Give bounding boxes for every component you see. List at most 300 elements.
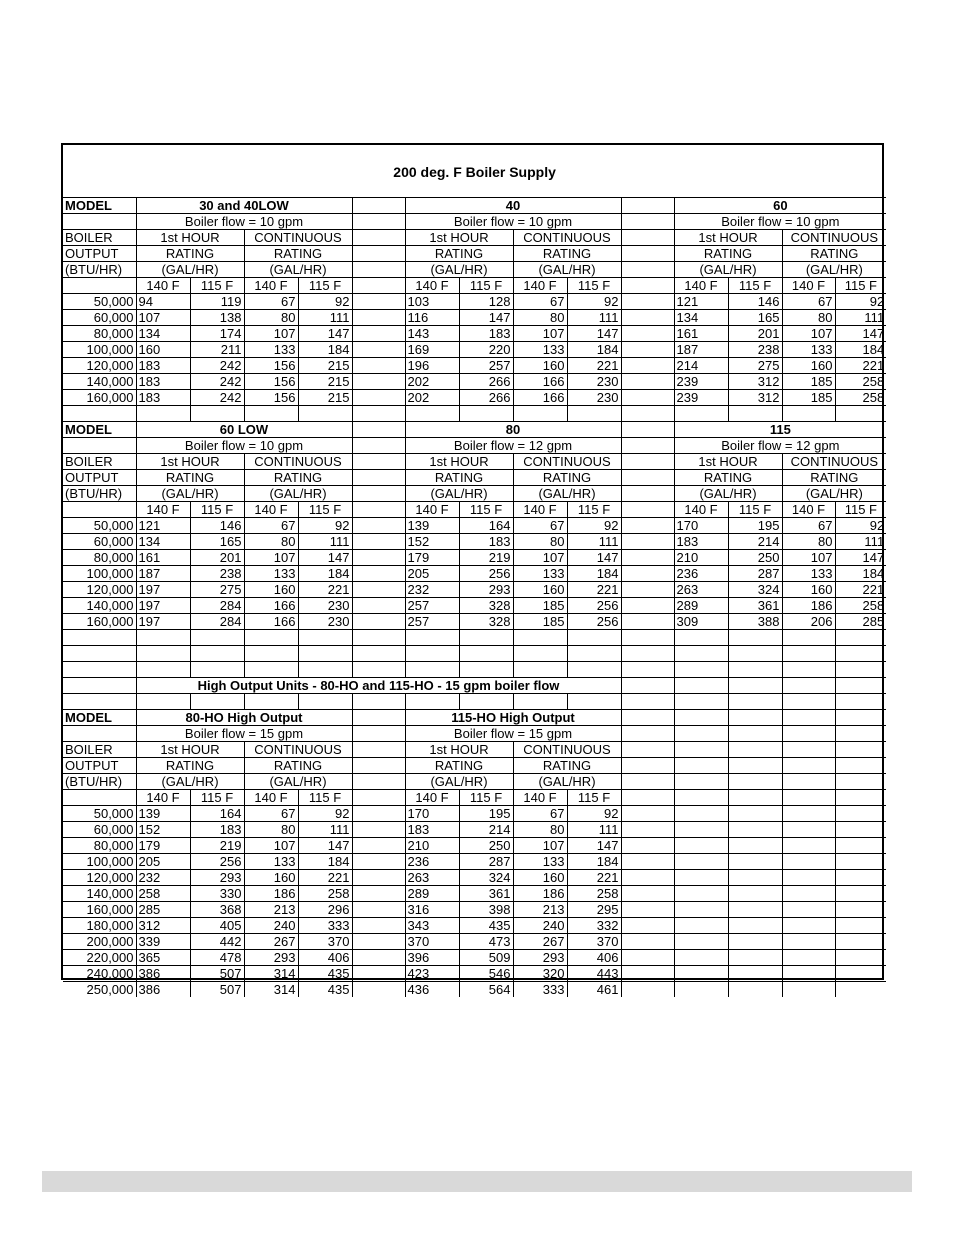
empty-cell	[63, 406, 136, 422]
rating-value: 267	[513, 934, 567, 950]
empty-cell	[728, 662, 782, 678]
spacer-cell	[352, 486, 405, 502]
rating-value: 160	[244, 870, 298, 886]
galhr-header: (GAL/HR)	[136, 262, 244, 278]
rating-header: RATING	[513, 246, 621, 262]
rating-value: 107	[244, 326, 298, 342]
model-name: 30 and 40LOW	[136, 198, 352, 214]
empty-cell	[63, 790, 136, 806]
rating-value: 242	[190, 390, 244, 406]
rating-value: 134	[674, 310, 728, 326]
data-row	[63, 390, 886, 406]
spacer-cell	[621, 390, 674, 406]
empty-cell	[782, 870, 835, 886]
empty-cell	[298, 694, 352, 710]
rating-value: 266	[459, 390, 513, 406]
empty-cell	[674, 710, 728, 726]
spacer-cell	[352, 550, 405, 566]
rating-value: 202	[405, 390, 459, 406]
rating-value: 210	[674, 550, 728, 566]
rating-value: 221	[835, 582, 886, 598]
empty-cell	[244, 662, 298, 678]
spacer-cell	[352, 390, 405, 406]
temp-115-header: 115 F	[190, 790, 244, 806]
rating-value: 185	[513, 598, 567, 614]
galhr-header: (GAL/HR)	[513, 774, 621, 790]
rating-value: 258	[835, 374, 886, 390]
rating-value: 111	[298, 822, 352, 838]
temp-115-header: 115 F	[835, 278, 886, 294]
temp-140-header: 140 F	[513, 790, 567, 806]
empty-cell	[835, 406, 886, 422]
rating-value: 320	[513, 966, 567, 982]
empty-cell	[621, 406, 674, 422]
rating-value: 443	[567, 966, 621, 982]
spacer-cell	[621, 902, 674, 918]
rating-value: 368	[190, 902, 244, 918]
rating-value: 183	[136, 390, 190, 406]
rating-value: 183	[136, 358, 190, 374]
btu-value: 160,000	[63, 902, 136, 918]
rating-value: 215	[298, 358, 352, 374]
continuous-header: CONTINUOUS	[244, 742, 352, 758]
model-name: 60 LOW	[136, 422, 352, 438]
empty-cell	[835, 662, 886, 678]
rating-value: 147	[298, 550, 352, 566]
spacer-cell	[352, 294, 405, 310]
galhr-header: (GAL/HR)	[513, 262, 621, 278]
rating-value: 166	[513, 390, 567, 406]
empty-cell	[782, 950, 835, 966]
btu-value: 80,000	[63, 326, 136, 342]
temp-140-header: 140 F	[244, 502, 298, 518]
rating-value: 147	[459, 310, 513, 326]
empty-cell	[674, 758, 728, 774]
spacer-cell	[621, 262, 674, 278]
banner-row	[63, 678, 886, 694]
rating-value: 107	[782, 550, 835, 566]
temp-115-header: 115 F	[298, 790, 352, 806]
rating-value: 239	[674, 374, 728, 390]
spacer-cell	[621, 566, 674, 582]
rating-value: 147	[835, 550, 886, 566]
rating-value: 221	[298, 582, 352, 598]
empty-cell	[782, 838, 835, 854]
rating-value: 183	[190, 822, 244, 838]
data-row	[63, 518, 886, 534]
rating-value: 478	[190, 950, 244, 966]
empty-cell	[405, 694, 459, 710]
rating-value: 473	[459, 934, 513, 950]
galhr-header: (GAL/HR)	[244, 774, 352, 790]
rating-value: 183	[459, 534, 513, 550]
spacer-cell	[621, 726, 674, 742]
rating-value: 67	[244, 294, 298, 310]
empty-cell	[782, 806, 835, 822]
continuous-header: CONTINUOUS	[782, 454, 886, 470]
galhr-header: (GAL/HR)	[136, 774, 244, 790]
rating-header: RATING	[405, 246, 513, 262]
btu-value: 140,000	[63, 886, 136, 902]
boiler-flow-label: Boiler flow = 10 gpm	[405, 214, 621, 230]
rating-value: 133	[244, 854, 298, 870]
empty-cell	[782, 886, 835, 902]
empty-cell	[298, 630, 352, 646]
empty-cell	[567, 694, 621, 710]
temp-115-header: 115 F	[728, 502, 782, 518]
empty-cell	[782, 934, 835, 950]
rating-value: 221	[835, 358, 886, 374]
btu-value: 140,000	[63, 598, 136, 614]
rating-value: 507	[190, 966, 244, 982]
empty-cell	[782, 790, 835, 806]
empty-cell	[728, 822, 782, 838]
empty-cell	[728, 406, 782, 422]
rating-value: 184	[567, 342, 621, 358]
empty-cell	[782, 982, 835, 998]
empty-cell	[136, 630, 190, 646]
rating-value: 133	[244, 342, 298, 358]
empty-cell	[835, 726, 886, 742]
boiler-flow-label: Boiler flow = 10 gpm	[136, 438, 352, 454]
temp-115-header: 115 F	[459, 278, 513, 294]
rating-value: 184	[567, 854, 621, 870]
rating-value: 138	[190, 310, 244, 326]
rating-header: RATING	[782, 246, 886, 262]
empty-cell	[782, 742, 835, 758]
rating-value: 133	[513, 342, 567, 358]
empty-cell	[621, 694, 674, 710]
rating-header: RATING	[244, 470, 352, 486]
rating-value: 215	[298, 390, 352, 406]
rating-value: 107	[513, 838, 567, 854]
spacer-cell	[621, 854, 674, 870]
model-label: MODEL	[63, 198, 136, 214]
empty-cell	[190, 662, 244, 678]
spacer-cell	[621, 518, 674, 534]
spacer-cell	[621, 470, 674, 486]
empty-cell	[513, 630, 567, 646]
rating-value: 111	[835, 534, 886, 550]
sheet-title: 200 deg. F Boiler Supply	[393, 163, 556, 180]
output-label: OUTPUT	[63, 470, 136, 486]
rating-value: 133	[782, 566, 835, 582]
rating-value: 121	[136, 518, 190, 534]
spacer-cell	[352, 966, 405, 982]
empty-cell	[63, 726, 136, 742]
rating-value: 166	[513, 374, 567, 390]
output-label: OUTPUT	[63, 246, 136, 262]
empty-cell	[835, 678, 886, 694]
model-row	[63, 422, 886, 438]
rating-value: 442	[190, 934, 244, 950]
rating-value: 119	[190, 294, 244, 310]
spacer-cell	[352, 758, 405, 774]
rating-value: 214	[674, 358, 728, 374]
rating-value: 564	[459, 982, 513, 998]
temp-115-header: 115 F	[459, 790, 513, 806]
spacer-cell	[352, 534, 405, 550]
first-hour-header: 1st HOUR	[405, 454, 513, 470]
rating-value: 267	[244, 934, 298, 950]
btu-value: 60,000	[63, 310, 136, 326]
continuous-header: CONTINUOUS	[513, 230, 621, 246]
spacer-cell	[621, 790, 674, 806]
model-name: 80-HO High Output	[136, 710, 352, 726]
data-row	[63, 950, 886, 966]
empty-cell	[63, 214, 136, 230]
rating-value: 287	[728, 566, 782, 582]
spacer-cell	[352, 822, 405, 838]
data-row	[63, 838, 886, 854]
rating-value: 236	[405, 854, 459, 870]
data-row	[63, 374, 886, 390]
temp-140-header: 140 F	[405, 502, 459, 518]
rating-value: 220	[459, 342, 513, 358]
empty-cell	[352, 662, 405, 678]
spacer-cell	[352, 198, 405, 214]
model-name: 60	[674, 198, 886, 214]
data-row	[63, 806, 886, 822]
empty-cell	[728, 854, 782, 870]
footer-bar	[42, 1171, 912, 1192]
rating-value: 197	[136, 582, 190, 598]
rating-value: 92	[298, 294, 352, 310]
empty-cell	[674, 694, 728, 710]
empty-cell	[674, 662, 728, 678]
rating-value: 423	[405, 966, 459, 982]
galhr-header: (GAL/HR)	[244, 486, 352, 502]
spacer-cell	[352, 422, 405, 438]
rating-value: 388	[728, 614, 782, 630]
spacer-cell	[352, 246, 405, 262]
rating-value: 258	[835, 598, 886, 614]
rating-header: RATING	[782, 470, 886, 486]
model-name: 80	[405, 422, 621, 438]
rating-value: 160	[513, 358, 567, 374]
spacer-cell	[352, 326, 405, 342]
empty-cell	[63, 662, 136, 678]
rating-value: 257	[405, 614, 459, 630]
galhr-header: (GAL/HR)	[674, 486, 782, 502]
spacer-cell	[621, 342, 674, 358]
rating-value: 165	[190, 534, 244, 550]
empty-cell	[835, 870, 886, 886]
rating-value: 293	[513, 950, 567, 966]
rating-value: 184	[567, 566, 621, 582]
rating-value: 258	[298, 886, 352, 902]
rating-value: 386	[136, 966, 190, 982]
temp-140-header: 140 F	[782, 278, 835, 294]
rating-value: 185	[513, 614, 567, 630]
empty-cell	[674, 886, 728, 902]
rating-value: 230	[298, 614, 352, 630]
empty-cell	[190, 406, 244, 422]
temperature-row	[63, 790, 886, 806]
empty-cell	[835, 822, 886, 838]
empty-cell	[782, 774, 835, 790]
rating-value: 139	[136, 806, 190, 822]
temp-140-header: 140 F	[405, 278, 459, 294]
rating-value: 147	[835, 326, 886, 342]
rating-value: 258	[136, 886, 190, 902]
rating-value: 258	[567, 886, 621, 902]
spacer-cell	[621, 214, 674, 230]
rating-value: 266	[459, 374, 513, 390]
empty-cell	[782, 710, 835, 726]
rating-value: 211	[190, 342, 244, 358]
data-row	[63, 870, 886, 886]
blank-row	[63, 406, 886, 422]
rating-value: 111	[298, 310, 352, 326]
spacer-cell	[621, 358, 674, 374]
btu-value: 140,000	[63, 374, 136, 390]
continuous-header: CONTINUOUS	[513, 454, 621, 470]
rating-value: 214	[728, 534, 782, 550]
rating-value: 201	[190, 550, 244, 566]
empty-cell	[782, 630, 835, 646]
rating-value: 295	[567, 902, 621, 918]
rating-value: 250	[459, 838, 513, 854]
temp-140-header: 140 F	[405, 790, 459, 806]
spacer-cell	[352, 726, 405, 742]
empty-cell	[459, 646, 513, 662]
rating-value: 236	[674, 566, 728, 582]
spacer-cell	[621, 198, 674, 214]
empty-cell	[190, 630, 244, 646]
rating-value: 103	[405, 294, 459, 310]
empty-cell	[513, 406, 567, 422]
model-name: 115-HO High Output	[405, 710, 621, 726]
temp-140-header: 140 F	[782, 502, 835, 518]
btu-value: 60,000	[63, 822, 136, 838]
spacer-cell	[352, 598, 405, 614]
galhr-header: (GAL/HR)	[782, 262, 886, 278]
rating-value: 197	[136, 614, 190, 630]
data-row	[63, 918, 886, 934]
btu-value: 120,000	[63, 870, 136, 886]
empty-cell	[674, 838, 728, 854]
rating-value: 94	[136, 294, 190, 310]
btu-value: 50,000	[63, 294, 136, 310]
spacer-cell	[621, 806, 674, 822]
rating-value: 202	[405, 374, 459, 390]
empty-cell	[190, 694, 244, 710]
galhr-header: (GAL/HR)	[244, 262, 352, 278]
empty-cell	[513, 646, 567, 662]
rating-value: 170	[674, 518, 728, 534]
empty-cell	[728, 630, 782, 646]
empty-cell	[835, 934, 886, 950]
empty-cell	[405, 630, 459, 646]
header-row	[63, 246, 886, 262]
empty-cell	[63, 678, 136, 694]
rating-value: 92	[567, 518, 621, 534]
empty-cell	[782, 822, 835, 838]
rating-value: 184	[835, 342, 886, 358]
rating-value: 92	[567, 294, 621, 310]
empty-cell	[459, 406, 513, 422]
rating-value: 146	[728, 294, 782, 310]
temp-140-header: 140 F	[513, 502, 567, 518]
rating-value: 187	[136, 566, 190, 582]
data-row	[63, 854, 886, 870]
empty-cell	[782, 678, 835, 694]
temp-115-header: 115 F	[728, 278, 782, 294]
empty-cell	[728, 902, 782, 918]
rating-value: 92	[298, 806, 352, 822]
model-name: 115	[674, 422, 886, 438]
rating-value: 111	[567, 534, 621, 550]
rating-value: 67	[782, 294, 835, 310]
continuous-header: CONTINUOUS	[513, 742, 621, 758]
rating-value: 156	[244, 390, 298, 406]
rating-value: 242	[190, 358, 244, 374]
spacer-cell	[352, 470, 405, 486]
temp-115-header: 115 F	[298, 502, 352, 518]
rating-header: RATING	[244, 758, 352, 774]
temp-140-header: 140 F	[244, 278, 298, 294]
data-row	[63, 358, 886, 374]
rating-value: 160	[782, 358, 835, 374]
rating-value: 312	[728, 374, 782, 390]
rating-header: RATING	[244, 246, 352, 262]
empty-cell	[567, 630, 621, 646]
rating-value: 107	[244, 838, 298, 854]
rating-value: 206	[782, 614, 835, 630]
empty-cell	[835, 742, 886, 758]
rating-value: 275	[728, 358, 782, 374]
rating-value: 179	[136, 838, 190, 854]
spacer-cell	[352, 518, 405, 534]
rating-value: 184	[835, 566, 886, 582]
galhr-header: (GAL/HR)	[405, 486, 513, 502]
rating-value: 152	[405, 534, 459, 550]
rating-value: 361	[728, 598, 782, 614]
rating-header: RATING	[136, 470, 244, 486]
empty-cell	[674, 678, 728, 694]
empty-cell	[782, 646, 835, 662]
boiler-flow-label: Boiler flow = 12 gpm	[405, 438, 621, 454]
spacer-cell	[621, 422, 674, 438]
model-label: MODEL	[63, 710, 136, 726]
rating-value: 186	[244, 886, 298, 902]
empty-cell	[190, 646, 244, 662]
rating-value: 174	[190, 326, 244, 342]
empty-cell	[728, 694, 782, 710]
rating-header: RATING	[405, 470, 513, 486]
spacer-cell	[352, 918, 405, 934]
btu-value: 200,000	[63, 934, 136, 950]
spacer-cell	[352, 742, 405, 758]
rating-value: 147	[567, 550, 621, 566]
spacer-cell	[352, 342, 405, 358]
spacer-cell	[621, 982, 674, 998]
rating-value: 284	[190, 598, 244, 614]
rating-value: 134	[136, 326, 190, 342]
empty-cell	[352, 646, 405, 662]
empty-cell	[782, 902, 835, 918]
data-row	[63, 342, 886, 358]
spacer-cell	[621, 550, 674, 566]
rating-value: 333	[513, 982, 567, 998]
spacer-cell	[621, 758, 674, 774]
rating-value: 312	[136, 918, 190, 934]
rating-value: 507	[190, 982, 244, 998]
rating-value: 293	[190, 870, 244, 886]
rating-value: 80	[782, 310, 835, 326]
rating-value: 186	[782, 598, 835, 614]
